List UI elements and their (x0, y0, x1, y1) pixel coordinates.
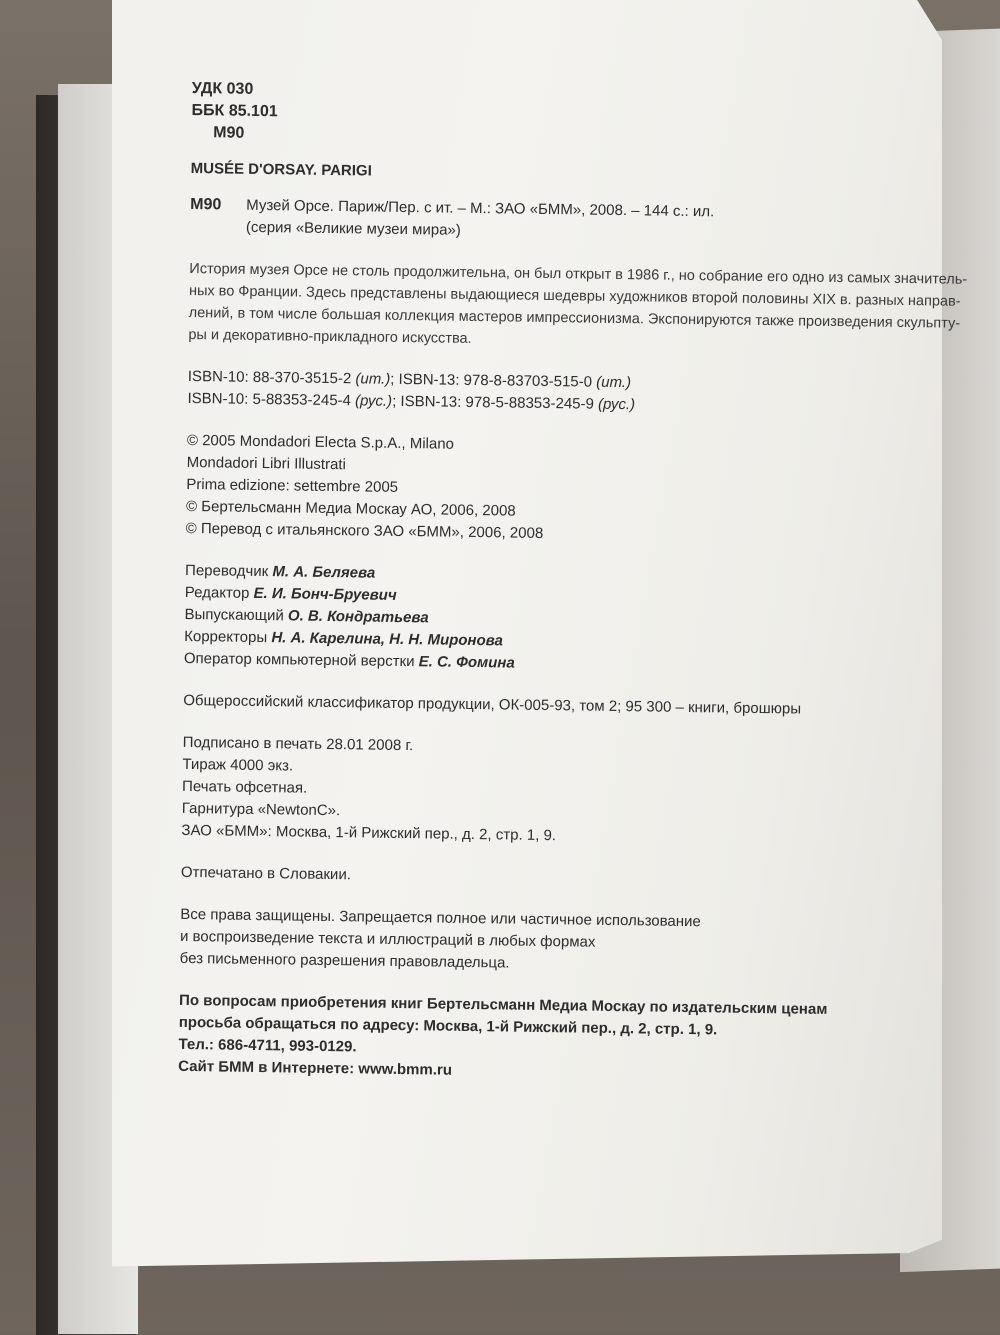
copyright-line: © Бертельсманн Медиа Москау АО, 2006, 2008 (185, 497, 516, 520)
print-info-line: Подписано в печать 28.01 2008 г. (182, 733, 414, 755)
annotation-line: ных во Франции. Здесь представлены выдающиеся шедевры художников второй половины XIX в. разных направ- (188, 282, 961, 310)
annotation-line: лений, в том числе большая коллекция мастеров импрессионизма. Экспонируются также произведения скульпту- (188, 304, 961, 332)
contact-phone: Тел.: 686-4711, 993-0129. (178, 1035, 357, 1056)
contact-line: По вопросам приобретения книг Бертельсманн Медиа Москау по издательским ценам (179, 991, 828, 1018)
copyright-line: © Перевод с итальянского ЗАО «БММ», 2006, 2008 (185, 519, 544, 542)
print-info-line: Тираж 4000 экз. (182, 755, 294, 775)
isbn-lang: (рус.) (597, 395, 636, 414)
isbn13: ; ISBN-13: 978-5-88353-245-9 (392, 392, 599, 413)
contact-website: Сайт БММ в Интернете: www.bmm.ru (178, 1057, 453, 1079)
credits-block (184, 560, 955, 681)
credit-name: М. А. Беляева (272, 563, 376, 582)
credit-role: Редактор (184, 583, 254, 602)
copyright-line: Mondadori Libri Illustrati (186, 453, 346, 474)
copyright-line: © 2005 Mondadori Electa S.p.A., Milano (186, 431, 455, 453)
bib-sign: М90 (190, 195, 222, 214)
credit-role: Переводчик (185, 561, 273, 581)
credit-role: Выпускающий (184, 605, 289, 625)
isbn-lang: (рус.) (354, 392, 393, 410)
print-info-block (181, 732, 952, 853)
product-classifier: Общероссийский классификатор продукции, ОК-005-93, том 2; 95 300 – книги, брошюры (183, 691, 802, 718)
author-sign: М90 (213, 124, 245, 142)
credit-role: Корректоры (184, 627, 272, 647)
rights-line: Все права защищены. Запрещается полное или частичное использование (180, 905, 701, 931)
credit-name: Н. А. Карелина, Н. Н. Миронова (271, 629, 504, 650)
imprint-text (178, 78, 968, 1089)
credit-name: Е. И. Бонч-Бруевич (253, 584, 397, 604)
contact-line: просьба обращаться по адресу: Москва, 1-й Рижский пер., д. 2, стр. 1, 9. (178, 1013, 718, 1039)
copyright-block (186, 430, 957, 551)
series-line: (серия «Великие музеи мира») (245, 218, 461, 239)
rights-line: и воспроизведение текста и иллюстраций в любых формах (179, 927, 596, 951)
annotation-line: История музея Орсе не столь продолжительна, он был открыт в 1986 г., но собрание его одно из самых значитель- (189, 260, 968, 288)
udk-code: УДК 030 (191, 79, 254, 98)
credit-role: Оператор компьютерной верстки (183, 649, 419, 671)
copyright-line: Prima edizione: settembre 2005 (186, 475, 399, 496)
original-title: MUSÉE D'ORSAY. PARIGI (190, 159, 372, 180)
isbn-lang: (ит.) (355, 370, 391, 388)
printed-in: Отпечатано в Словакии. (180, 863, 352, 884)
rights-block (180, 904, 951, 981)
isbn10: ISBN-10: 5-88353-245-4 (187, 389, 356, 410)
isbn10: ISBN-10: 88-370-3515-2 (187, 367, 356, 388)
print-info-line: ЗАО «БММ»: Москва, 1-й Рижский пер., д. 2, стр. 1, 9. (181, 821, 557, 845)
credit-name: Е. С. Фомина (418, 653, 515, 672)
contact-block (178, 990, 949, 1089)
credit-name: О. В. Кондратьева (287, 607, 429, 627)
print-info-line: Гарнитура «NewtonC». (181, 799, 341, 820)
bbk-code: ББК 85.101 (191, 101, 278, 121)
annotation-line: ры и декоративно-прикладного искусства. (188, 326, 472, 347)
rights-line: без письменного разрешения правовладельца. (179, 949, 510, 972)
isbn-lang: (ит.) (596, 373, 632, 392)
isbn13: ; ISBN-13: 978-8-83703-515-0 (390, 370, 597, 391)
print-info-line: Печать офсетная. (181, 777, 308, 797)
bib-description: Музей Орсе. Париж/Пер. с ит. – М.: ЗАО «БММ», 2008. – 144 с.: ил. (246, 196, 715, 221)
annotation (188, 258, 968, 357)
